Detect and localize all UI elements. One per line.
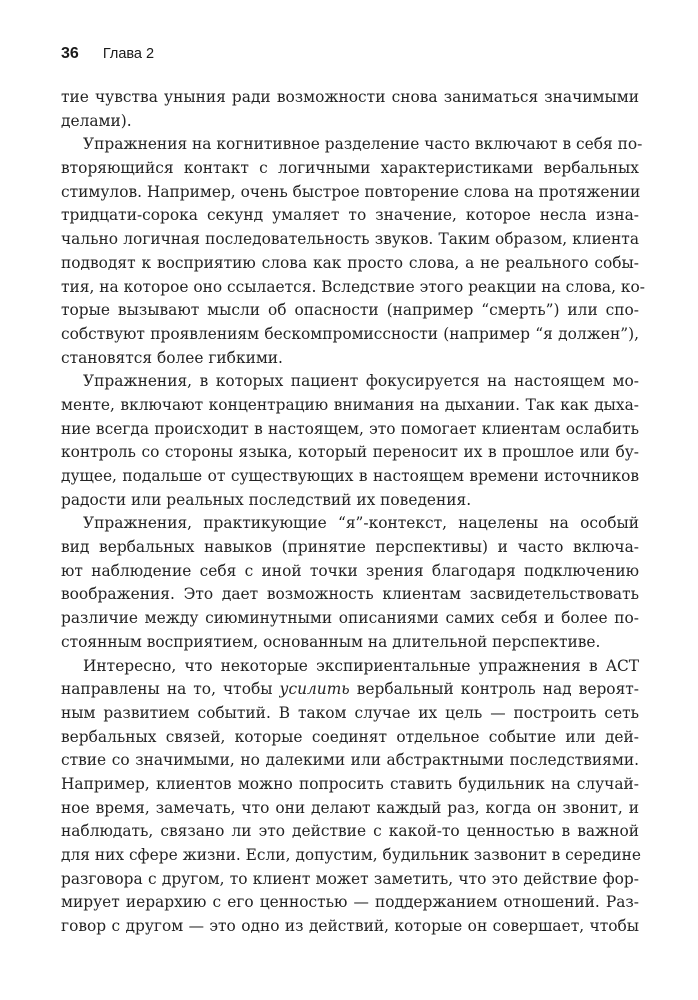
text-line: торые вызывают мысли об опасности (например “смерть”) или спо- [61, 301, 639, 320]
text-line: ние всегда происходит в настоящем, это помогает клиентам ослабить [61, 419, 639, 438]
text-line: дущее, подальше от существующих в настоящем времени источников [61, 467, 639, 485]
text-line: ное время, замечать, что они делают каждый раз, когда он звонит, и [61, 798, 639, 817]
text-line: радости или реальных последствий их поведения. [61, 490, 472, 509]
text-line: чально логичная последовательность звуков. Таким образом, клиента [61, 230, 639, 249]
text-line [61, 678, 639, 702]
text-line: тие чувства уныния ради возможности снова заниматься значимыми [61, 88, 639, 106]
emphasis-text: усилить [279, 680, 350, 699]
text-segment: вербальный контроль над вероят- [349, 680, 639, 699]
text-line: ным развитием событий. В таком случае их цель — построить сеть [61, 703, 639, 722]
text-line: вид вербальных навыков (принятие перспективы) и часто включа- [61, 538, 639, 557]
text-line: вербальных связей, которые соединят отдельное событие или дей- [61, 727, 639, 746]
text-line: тридцати-сорока секунд умаляет то значение, которое несла изна- [61, 206, 639, 225]
text-line: разговора с другом, то клиент может заметить, что это действие фор- [61, 869, 639, 888]
running-header [61, 44, 154, 64]
text-line: делами). [61, 111, 132, 130]
text-line: мирует иерархию с его ценностью — поддержанием отношений. Раз- [61, 893, 639, 912]
page-number: 36 [61, 45, 79, 62]
text-line: Упражнения, практикующие “я”-контекст, нацелены на особый [83, 514, 639, 533]
text-line: ют наблюдение себя с иной точки зрения благодаря подключению [61, 561, 639, 580]
text-line: становятся более гибкими. [61, 348, 283, 367]
text-line: менте, включают концентрацию внимания на дыхании. Так как дыха- [61, 395, 639, 414]
text-line: ствие со значимыми, но далекими или абстрактными последствиями. [61, 751, 639, 770]
text-line: Интересно, что некоторые экспириентальные упражнения в ACT [83, 656, 639, 675]
text-line: Например, клиентов можно попросить ставить будильник на случай- [61, 774, 639, 793]
text-line: для них сфере жизни. Если, допустим, будильник зазвонит в середине [61, 846, 641, 864]
text-line: подводят к восприятию слова как просто слова, а не реального собы- [61, 253, 639, 272]
text-line: стимулов. Например, очень быстрое повторение слова на протяжении [61, 182, 641, 201]
text-line: тия, на которое оно ссылается. Вследствие этого реакции на слова, ко- [61, 277, 645, 296]
body-text [61, 86, 645, 939]
text-segment: направлены на то, чтобы [61, 680, 280, 699]
text-line: Упражнения, в которых пациент фокусируется на настоящем мо- [83, 372, 639, 391]
text-line: контроль со стороны языка, который переносит их в прошлое или бу- [61, 443, 639, 462]
text-line: стоянным восприятием, основанным на длительной перспективе. [61, 632, 601, 651]
text-line: вторяющийся контакт с логичными характеристиками вербальных [61, 159, 639, 178]
text-line: наблюдать, связано ли это действие с какой-то ценностью в важной [61, 822, 639, 841]
text-line: Упражнения на когнитивное разделение часто включают в себя по- [83, 135, 643, 154]
text-line: воображения. Это дает возможность клиентам засвидетельствовать [61, 585, 639, 604]
text-line: собствуют проявлениям бескомпромиссности (например “я должен”), [61, 324, 639, 343]
text-line: различие между сиюминутными описаниями самих себя и более по- [61, 609, 639, 628]
text-line: говор с другом — это одно из действий, которые он совершает, чтобы [61, 917, 639, 936]
chapter-label: Глава 2 [102, 46, 155, 62]
